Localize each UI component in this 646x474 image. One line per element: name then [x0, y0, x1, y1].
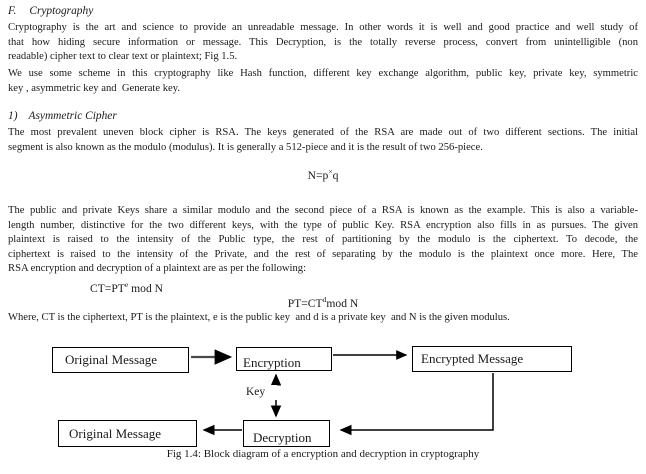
formula-pt-sup: d: [322, 295, 327, 305]
section-heading-asymmetric: [8, 109, 638, 123]
text-line: segment is also known as the modulo (modulus). It is generally a 512-piece and it is the result of two 256-piece.: [8, 141, 483, 153]
formula-ct-sup: e: [124, 280, 129, 290]
section-1-title: Asymmetric Cipher: [28, 110, 117, 122]
box-label: Decryption: [253, 429, 312, 445]
section-heading-f: [8, 4, 638, 18]
formula-pt: [0, 297, 646, 311]
paragraph-rsa-intro: [8, 126, 638, 155]
key-arrow-label: Key: [246, 385, 277, 400]
paragraph-cryptography-intro: [8, 21, 638, 65]
formula-n-sup: ×: [328, 167, 333, 177]
box-original-message-top: [52, 347, 189, 373]
section-f-title: Cryptography: [29, 5, 94, 17]
text-line: length number, distinctive for the two different keys, with the type of public Key. RSA encryption also fills in as pursues. The given: [8, 219, 638, 231]
formula-n-tail: q: [332, 169, 339, 182]
formula-ct-pre: CT=PT: [90, 282, 125, 295]
figure-caption: Fig 1.4: Block diagram of a encryption and decryption in cryptography: [166, 448, 480, 460]
text-line: Cryptography is the art and science to provide an unreadable message. In other words it is well and good practice and well study of: [8, 22, 638, 33]
text-line: We use some scheme in this cryptography like Hash function, different key exchange algorithm, public key, private key, symmetric: [8, 68, 638, 79]
text-line: The most prevalent uneven block cipher is RSA. The keys generated of the RSA are made out of two different sections. The initial: [8, 127, 638, 138]
section-1-label: 1): [8, 110, 18, 122]
text-line: The public and private Keys share a similar modulo and the second piece of a RSA is known as the example. This is also a variable-: [8, 205, 638, 216]
box-decryption: [243, 420, 330, 447]
formula-n-equals-pq: [0, 169, 646, 183]
section-f-label: F.: [8, 5, 17, 17]
paragraph-schemes: [8, 67, 638, 96]
formula-pt-post: mod N: [326, 297, 359, 310]
text-line: plaintext is raised to the intensity of the Public type, the rest of partitioning by the modulo is the ciphertext. To decode, the: [8, 234, 638, 245]
text-line: key , asymmetric key and Generate key.: [8, 82, 180, 94]
box-label: Encrypted Message: [421, 351, 524, 366]
arrow-encrypted-to-decryption: [341, 373, 493, 430]
box-label: Original Message: [65, 352, 158, 367]
box-original-message-bottom: [58, 420, 197, 447]
formula-n-base: N=p: [307, 169, 329, 182]
box-encryption: [236, 347, 332, 371]
text-line: that how hiding secure information or message. This Decryption, is the totally reverse process, convert from unintelligible (non: [8, 36, 638, 48]
figure-1-4-diagram: [0, 340, 646, 474]
paragraph-rsa-keys: [8, 204, 638, 277]
formula-pt-pre: PT=CT: [287, 297, 323, 310]
formula-ct: [90, 282, 163, 296]
box-label: Original Message: [69, 425, 162, 441]
box-encrypted-message: [412, 346, 572, 372]
text-line: ciphertext is raised to the intensity of the Private, and the rest of separating by the modulo is the plaintext once more. Here, The: [8, 248, 638, 260]
text-line: readable) cipher text to clear text or plaintext; Fig 1.5.: [8, 51, 238, 62]
text-line: RSA encryption and decryption of a plaintext are as per the following:: [8, 263, 307, 274]
where-definition-line: Where, CT is the ciphertext, PT is the plaintext, e is the public key and d is a private key and N is the given modulus.: [8, 312, 510, 323]
formula-ct-post: mod N: [128, 282, 164, 295]
box-label: Encryption: [243, 355, 301, 370]
